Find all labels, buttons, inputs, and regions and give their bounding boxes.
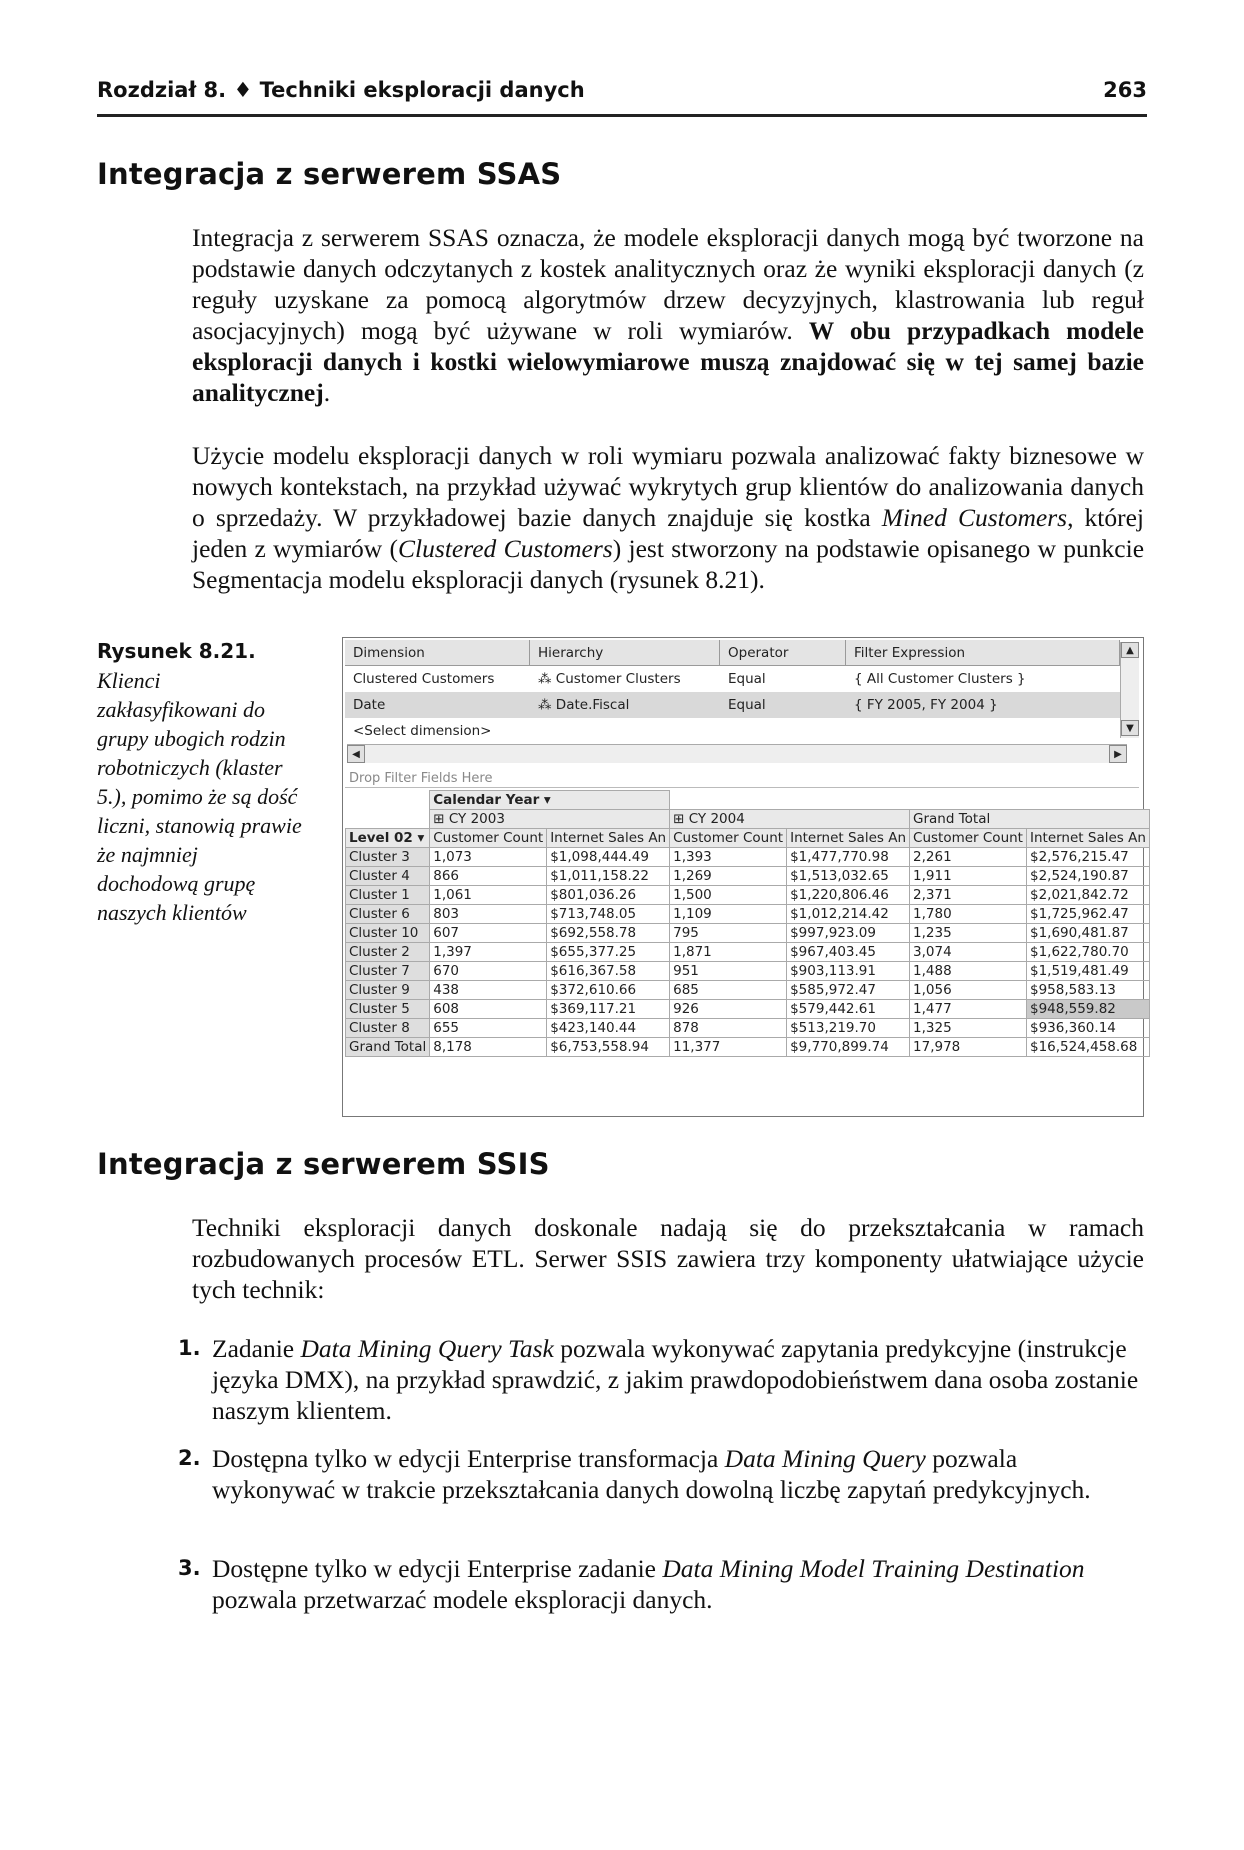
pivot-value-cell: $372,610.66 bbox=[547, 981, 670, 1000]
scroll-left-icon[interactable]: ◀ bbox=[347, 745, 365, 763]
pivot-value-cell: $2,021,842.72 bbox=[1026, 886, 1149, 905]
pivot-value-cell: 1,073 bbox=[430, 848, 547, 867]
pivot-value-cell: $2,576,215.47 bbox=[1026, 848, 1149, 867]
section-heading-ssas: Integracja z serwerem SSAS bbox=[97, 157, 562, 191]
pivot-value-cell: $692,558.78 bbox=[547, 924, 670, 943]
row-label-cell[interactable]: Cluster 5 bbox=[346, 1000, 430, 1019]
pivot-value-cell: $655,377.25 bbox=[547, 943, 670, 962]
filter-dimension: Date bbox=[353, 697, 386, 713]
pivot-value-cell: 8,178 bbox=[430, 1038, 547, 1057]
pivot-value-cell: $1,622,780.70 bbox=[1026, 943, 1149, 962]
pivot-value-cell: 866 bbox=[430, 867, 547, 886]
pivot-value-cell: 1,488 bbox=[910, 962, 1027, 981]
pivot-value-cell: 1,109 bbox=[670, 905, 787, 924]
filter-hierarchy bbox=[530, 692, 720, 718]
pivot-value-cell: 1,056 bbox=[910, 981, 1027, 1000]
list-number: 2. bbox=[178, 1446, 201, 1470]
pivot-value-cell: 438 bbox=[430, 981, 547, 1000]
pivot-value-cell: 17,978 bbox=[910, 1038, 1027, 1057]
pivot-value-cell: $713,748.05 bbox=[547, 905, 670, 924]
pivot-value-cell: $936,360.14 bbox=[1026, 1019, 1149, 1038]
list-number: 3. bbox=[178, 1556, 201, 1580]
pivot-corner bbox=[346, 810, 430, 829]
pivot-value-cell: $513,219.70 bbox=[787, 1019, 910, 1038]
list-text: pozwala wykonywać w trakcie przekształcania danych dowolną liczbę zapytań predykcyjnych. bbox=[212, 1444, 1091, 1504]
paragraph-text: Użycie modelu eksploracji danych w roli wymiaru pozwala analizować fakty biznesowe w nowych kontekstach, na przykład używać wykrytych grup klientów do analizowania danych o sprzedaży. W przykładowej bazie danych znajduje się kostka bbox=[192, 441, 1144, 532]
pivot-value-cell: $2,524,190.87 bbox=[1026, 867, 1149, 886]
list-text: pozwala wykonywać zapytania predykcyjne (instrukcje języka DMX), na przykład sprawdzić, z jakim prawdopodobieństwem dana osoba zostanie naszym klientem. bbox=[212, 1334, 1139, 1425]
pivot-data-row bbox=[346, 962, 1150, 981]
pivot-value-cell: 878 bbox=[670, 1019, 787, 1038]
hierarchy-icon: ⁂ bbox=[538, 671, 556, 687]
row-label-cell[interactable]: Cluster 4 bbox=[346, 867, 430, 886]
pivot-value-cell: 685 bbox=[670, 981, 787, 1000]
pivot-value-cell: 1,061 bbox=[430, 886, 547, 905]
chapter-title: Rozdział 8. ♦ Techniki eksploracji danych bbox=[97, 78, 585, 102]
list-item bbox=[178, 1553, 1144, 1615]
pivot-data-row bbox=[346, 886, 1150, 905]
list-text: Dostępne tylko w edycji Enterprise zadanie bbox=[212, 1554, 663, 1583]
pivot-value-cell: $1,513,032.65 bbox=[787, 867, 910, 886]
pivot-corner bbox=[346, 791, 430, 810]
pivot-column-field-row bbox=[346, 791, 1150, 810]
figure-label: Rysunek 8.21. bbox=[97, 639, 256, 663]
list-text: Dostępna tylko w edycji Enterprise transformacja bbox=[212, 1444, 725, 1473]
hierarchy-label: Customer Clusters bbox=[555, 671, 681, 687]
filter-header-dimension[interactable]: Dimension bbox=[345, 640, 530, 666]
pivot-value-cell: 1,500 bbox=[670, 886, 787, 905]
pivot-value-cell: $1,725,962.47 bbox=[1026, 905, 1149, 924]
pivot-data-row bbox=[346, 943, 1150, 962]
pivot-value-cell: $903,113.91 bbox=[787, 962, 910, 981]
measure-header[interactable]: Internet Sales An bbox=[547, 829, 670, 848]
pivot-value-cell: 803 bbox=[430, 905, 547, 924]
pivot-value-cell: 1,911 bbox=[910, 867, 1027, 886]
component-name: Data Mining Model Training Destination bbox=[662, 1554, 1085, 1583]
filter-header-hierarchy[interactable]: Hierarchy bbox=[530, 640, 720, 666]
pivot-data-row bbox=[346, 848, 1150, 867]
pivot-value-cell: $948,559.82 bbox=[1026, 1000, 1149, 1019]
pivot-data-row bbox=[346, 867, 1150, 886]
year-header-grand-total: Grand Total bbox=[910, 810, 1150, 829]
list-text: pozwala przetwarzać modele eksploracji danych. bbox=[212, 1585, 713, 1614]
pivot-data-row bbox=[346, 981, 1150, 1000]
filter-expression: { FY 2005, FY 2004 } bbox=[854, 697, 998, 713]
filter-horizontal-scrollbar[interactable] bbox=[347, 744, 1127, 763]
year-header-cy2004[interactable]: ⊞ CY 2004 bbox=[670, 810, 910, 829]
dimension-name: Clustered Customers bbox=[398, 534, 613, 563]
pivot-measure-row bbox=[346, 829, 1150, 848]
filter-expression: { All Customer Clusters } bbox=[854, 671, 1026, 687]
measure-header[interactable]: Internet Sales An bbox=[1026, 829, 1149, 848]
pivot-value-cell: 655 bbox=[430, 1019, 547, 1038]
list-text: Zadanie bbox=[212, 1334, 301, 1363]
drop-filter-zone[interactable]: Drop Filter Fields Here bbox=[345, 770, 1139, 788]
pivot-data-row bbox=[346, 1019, 1150, 1038]
pivot-value-cell: 1,325 bbox=[910, 1019, 1027, 1038]
pivot-value-cell: 951 bbox=[670, 962, 787, 981]
pivot-value-cell: $6,753,558.94 bbox=[547, 1038, 670, 1057]
pivot-value-cell: 11,377 bbox=[670, 1038, 787, 1057]
pivot-value-cell: 1,780 bbox=[910, 905, 1027, 924]
pivot-table bbox=[345, 790, 1150, 1057]
measure-header[interactable]: Internet Sales An bbox=[787, 829, 910, 848]
pivot-value-cell: $801,036.26 bbox=[547, 886, 670, 905]
scroll-up-icon[interactable]: ▲ bbox=[1121, 642, 1139, 658]
pivot-value-cell: $585,972.47 bbox=[787, 981, 910, 1000]
pivot-data-row bbox=[346, 924, 1150, 943]
paragraph-text: Integracja z serwerem SSAS oznacza, że modele eksploracji danych mogą być tworzone na podstawie danych odczytanych z kostek analitycznych oraz że wyniki eksploracji danych (z reguły uzyskane za pomocą algorytmów drzew decyzyjnych, klastrowania lub reguł asocjacyjnych) mogą być używane w roli wymiarów. bbox=[192, 223, 1144, 345]
filter-hierarchy bbox=[530, 666, 720, 692]
measure-header[interactable]: Customer Count bbox=[670, 829, 787, 848]
hierarchy-label: Date.Fiscal bbox=[555, 697, 630, 713]
figure-caption bbox=[97, 637, 302, 927]
list-number: 1. bbox=[178, 1336, 201, 1360]
pivot-value-cell: $1,477,770.98 bbox=[787, 848, 910, 867]
row-field-level02[interactable]: Level 02 ▾ bbox=[346, 829, 430, 848]
pivot-value-cell: $967,403.45 bbox=[787, 943, 910, 962]
filter-operator: Equal bbox=[728, 697, 766, 713]
paragraph-end: . bbox=[323, 378, 331, 407]
filter-dimension: Clustered Customers bbox=[353, 671, 495, 687]
pivot-value-cell: $1,519,481.49 bbox=[1026, 962, 1149, 981]
row-label-cell[interactable]: Cluster 10 bbox=[346, 924, 430, 943]
figure-caption-text: Klienci zakłasyfikowani do grupy ubogich rodzin robotniczych (klaster 5.), pomimo że są dość liczni, stanowią prawie że najmniej dochodową grupę naszych klientów bbox=[97, 668, 302, 925]
row-label-cell[interactable]: Cluster 2 bbox=[346, 943, 430, 962]
pivot-value-cell: $1,220,806.46 bbox=[787, 886, 910, 905]
pivot-value-cell: $369,117.21 bbox=[547, 1000, 670, 1019]
filter-row[interactable] bbox=[345, 666, 1120, 692]
row-label-cell[interactable]: Cluster 8 bbox=[346, 1019, 430, 1038]
cube-browser-screenshot bbox=[342, 637, 1144, 1117]
pivot-value-cell: 1,397 bbox=[430, 943, 547, 962]
column-field-calendar-year[interactable]: Calendar Year ▾ bbox=[430, 791, 670, 810]
pivot-value-cell: 607 bbox=[430, 924, 547, 943]
pivot-value-cell: 1,235 bbox=[910, 924, 1027, 943]
pivot-value-cell: $423,140.44 bbox=[547, 1019, 670, 1038]
row-label-cell[interactable]: Cluster 6 bbox=[346, 905, 430, 924]
row-label-cell[interactable]: Cluster 3 bbox=[346, 848, 430, 867]
scroll-down-icon[interactable]: ▼ bbox=[1121, 720, 1139, 736]
pivot-value-cell: $16,524,458.68 bbox=[1026, 1038, 1149, 1057]
pivot-value-cell: $1,012,214.42 bbox=[787, 905, 910, 924]
pivot-value-cell: $958,583.13 bbox=[1026, 981, 1149, 1000]
pivot-value-cell: $579,442.61 bbox=[787, 1000, 910, 1019]
pivot-spacer bbox=[670, 791, 1150, 810]
section-heading-ssis: Integracja z serwerem SSIS bbox=[97, 1147, 550, 1181]
pivot-value-cell: 926 bbox=[670, 1000, 787, 1019]
pivot-value-cell: $616,367.58 bbox=[547, 962, 670, 981]
pivot-data-row bbox=[346, 1038, 1150, 1057]
year-header-cy2003[interactable]: ⊞ CY 2003 bbox=[430, 810, 670, 829]
pivot-data-row bbox=[346, 905, 1150, 924]
filter-operator: Equal bbox=[728, 671, 766, 687]
pivot-year-row bbox=[346, 810, 1150, 829]
pivot-data-row bbox=[346, 1000, 1150, 1019]
pivot-value-cell: 1,393 bbox=[670, 848, 787, 867]
row-label-cell[interactable]: Cluster 1 bbox=[346, 886, 430, 905]
paragraph-ssis-intro: Techniki eksploracji danych doskonale nadają się do przekształcania w ramach rozbudowanych procesów ETL. Serwer SSIS zawiera trzy komponenty ułatwiające użycie tych technik: bbox=[192, 1213, 1144, 1304]
pivot-value-cell: $997,923.09 bbox=[787, 924, 910, 943]
pivot-value-cell: $1,690,481.87 bbox=[1026, 924, 1149, 943]
pivot-value-cell: 1,477 bbox=[910, 1000, 1027, 1019]
pivot-value-cell: $9,770,899.74 bbox=[787, 1038, 910, 1057]
paragraph-ssas-2 bbox=[192, 440, 1144, 595]
component-name: Data Mining Query Task bbox=[300, 1334, 554, 1363]
row-label-cell[interactable]: Grand Total bbox=[346, 1038, 430, 1057]
page-number: 263 bbox=[1103, 78, 1147, 102]
filter-row-new[interactable] bbox=[345, 718, 1120, 744]
pivot-value-cell: $1,098,444.49 bbox=[547, 848, 670, 867]
filter-vertical-scrollbar[interactable] bbox=[1120, 642, 1139, 738]
pivot-value-cell: 3,074 bbox=[910, 943, 1027, 962]
filter-header-operator[interactable]: Operator bbox=[720, 640, 846, 666]
filter-row-selected[interactable] bbox=[345, 692, 1120, 718]
paragraph-text: , której jeden z wymiarów ( bbox=[192, 503, 1144, 563]
cube-name: Mined Customers bbox=[881, 503, 1068, 532]
measure-header[interactable]: Customer Count bbox=[430, 829, 547, 848]
list-item bbox=[178, 1443, 1144, 1505]
filter-header-row bbox=[345, 640, 1120, 666]
component-name: Data Mining Query bbox=[724, 1444, 926, 1473]
paragraph-ssas-1 bbox=[192, 222, 1144, 408]
row-label-cell[interactable]: Cluster 9 bbox=[346, 981, 430, 1000]
measure-header[interactable]: Customer Count bbox=[910, 829, 1027, 848]
filter-pane bbox=[345, 640, 1141, 762]
pivot-value-cell: 2,371 bbox=[910, 886, 1027, 905]
list-item bbox=[178, 1333, 1144, 1426]
row-label-cell[interactable]: Cluster 7 bbox=[346, 962, 430, 981]
pivot-value-cell: 795 bbox=[670, 924, 787, 943]
paragraph-text: ) jest stworzony na podstawie opisanego w punkcie Segmentacja modelu eksploracji danych (rysunek 8.21). bbox=[192, 534, 1145, 594]
pivot-value-cell: 2,261 bbox=[910, 848, 1027, 867]
hierarchy-icon: ⁂ bbox=[538, 697, 556, 713]
select-dimension-cell[interactable]: <Select dimension> bbox=[353, 723, 492, 739]
pivot-value-cell: 670 bbox=[430, 962, 547, 981]
pivot-value-cell: 1,871 bbox=[670, 943, 787, 962]
filter-header-expression[interactable]: Filter Expression bbox=[846, 640, 1120, 666]
running-header bbox=[97, 78, 1147, 117]
scroll-right-icon[interactable]: ▶ bbox=[1109, 745, 1127, 763]
pivot-value-cell: $1,011,158.22 bbox=[547, 867, 670, 886]
pivot-value-cell: 608 bbox=[430, 1000, 547, 1019]
pivot-value-cell: 1,269 bbox=[670, 867, 787, 886]
paragraph-bold-text: W obu przypadkach modele eksploracji danych i kostki wielowymiarowe muszą znajdować się w tej samej bazie analitycznej bbox=[192, 316, 1144, 407]
